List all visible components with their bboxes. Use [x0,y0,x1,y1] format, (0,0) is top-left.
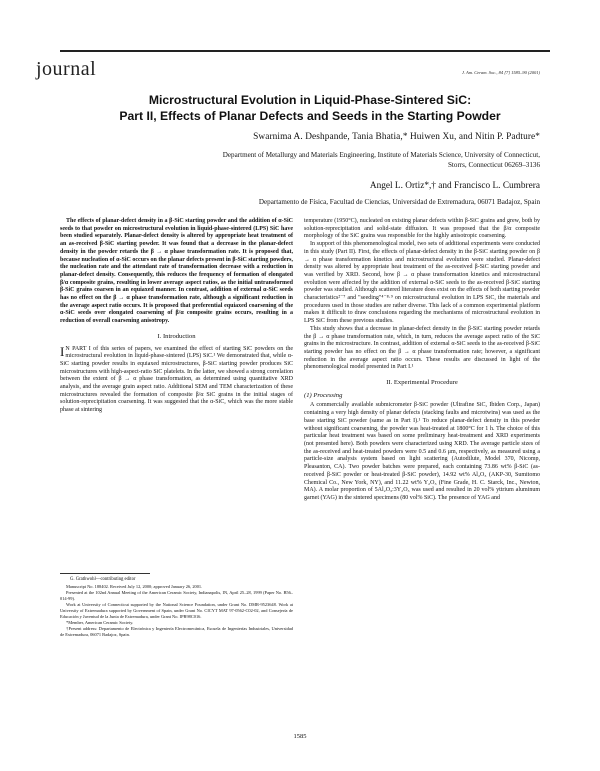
footnote-present-address: †Present address: Departamento de Electrónica y Ingeniería Electromecánica, Escuela de Ingenierías Industriales, Universidad de Extremadura, 06071 Badajoz, Spain. [60,625,293,637]
journal-citation: J. Am. Ceram. Soc., 84 [7] 1585–90 (2001) [461,70,540,75]
section-1-heading: I. Introduction [157,332,196,340]
journal-logo: journal [36,58,97,80]
authors-group-1: Swarnima A. Deshpande, Tania Bhatia,* Huiwen Xu, and Nitin P. Padture* [253,132,540,142]
right-paragraph-1: temperature (1950°C), nucleated on existing planar defects within β-SiC grains and grew, both by solution-reprecipitation and solid-state diffusion. It was proposed that the β/α composite morphology of the SiC grains was responsible for the highly anisotropic coarsening. [304,218,540,240]
affiliation-1-line-2: Storrs, Connecticut 06269–3136 [447,161,540,169]
journal-logo-bar [60,50,550,52]
page-number: 1585 [293,733,307,740]
intro-paragraph-text: N PART I of this series of papers, we examined the effect of starting SiC powders on the microstructural evolution in liquid-phase-sintered (LPS) SiC.¹ We demonstrated that, while α-SiC starting powder results in equiaxed microstructures, β-SiC starting powder produces SiC microstructures with high-aspect-ratio SiC platelets. In the latter, we showed a strong correlation between the extent of β → α phase transformation, as determined using quantitative XRD analysis, and the average grain aspect ratio. Additional SEM and TEM characterization of these microstructures revealed the formation of composite β/α SiC grains in the initial stages of solution-reprecipitation coarsening. It was suggested that the α-SiC, which was the more stable phase at sintering [60,345,293,414]
footnotes [60,584,293,638]
right-column [304,218,540,503]
right-paragraph-3: This study shows that a decrease in planar-defect density in the β-SiC starting powder retards the β → α phase transformation rate, which, in turn, reduces the average aspect ratio of the SiC grains in the microstructure. In contrast, addition of external α-SiC seeds to the as-received β-SiC starting powder has no effect on the β → α phase transformation rate; however, a significant reduction in the average aspect ratio occurs. These results are discussed in light of the phenomenological model presented in Part I.¹ [304,325,540,371]
section-2-heading: II. Experimental Procedure [386,379,458,387]
right-paragraph-4: A commercially available submicrometer β-SiC powder (Ultrafine SiC, Ibiden Corp., Japan) containing a very high density of planar defects (stacking faults and microtwins) was used as the base starting SiC powder (same as in Part I).¹ To reduce planar-defect density in this powder without significant coarsening, the powder was heat-treated at 1800°C for 1 h. The choice of this particular heat treatment was based on some preliminary heat-treatment and XRD experiments (not presented here). Both powders were characterized using XRD. The average particle sizes of the as-received and heat-treated powders were 0.5 and 0.6 μm, respectively, as measured using a particle-size analysis system based on light scattering (Autodilute, Model 370, Nicomp, Pleasanton, CA). Two powder batches were prepared, each containing 73.86 wt% β-SiC (as-received β-SiC powder or heat-treated β-SiC powder), 14.92 wt% Al₂O₃ (AKP-30, Sumitomo Chemical Co., New York, NY), and 11.22 wt% Y₂O₃ (Fine Grade, H. C. Starck, Inc., Newton, MA). A molar proportion of 5Al₂O₃:3Y₂O₃ was used and resulted in 20 vol% yttrium aluminum garnet (YAG) in the sintered specimens (80 vol% SiC). The presence of YAG and [304,402,540,501]
authors-group-2: Angel L. Ortiz*,† and Francisco L. Cumbrera [369,181,540,191]
footnote-member: *Member, American Ceramic Society. [66,619,134,625]
article-title-line-1: Microstructural Evolution in Liquid-Phase-Sintered SiC: [148,93,472,107]
abstract: The effects of planar-defect density in a β-SiC starting powder and the addition of α-SiC seeds to that powder on microstructural evolution in liquid-phase-sintered (LPS) SiC have been studied separately. Planar-defect density is altered by appropriate heat treatment of an as-received β-SiC starting powder. It was found that a decrease in the planar-defect density in the powder retards the β → α phase transformation rate. It is proposed that, because nucleation of α-SiC occurs on the planar defects present in β-SiC starting powders, the nucleation rate and the attendant rate of transformation decrease with a reduction in planar-defect density. Consequently, this reduces the frequency of formation of elongated β/α composite grains, resulting in lower average aspect ratios, as the initial untransformed β-SiC grains coarsen in an equiaxed manner. In contrast, addition of external α-SiC seeds has no effect on the β → α phase transformation rate, although a significant reduction in the average aspect ratio occurs. It is proposed that preferential equiaxed coarsening of the α-SiC seeds over elongated coarsening of β/α composite grains occurs, resulting in a reduction of overall coarsening anisotropy. [60,218,293,325]
subsection-processing-heading: (1) Processing [304,391,343,399]
intro-paragraph [60,343,293,415]
left-column [60,218,293,415]
affiliation-2: Departamento de Física, Facultad de Ciencias, Universidad de Extremadura, 06071 Badajoz, Spain [258,198,540,206]
footnote-funding: Work at University of Connecticut supported by the National Science Foundation, under Grant No. DMR-9523648. Work at University of Extremadura supported by Government of Spain, under Grant No. CICYT MAT 97-0562-C02-02, and Consejería de Educación y Juventud de la Junta de Extremadura, under Grant No. IPR98C016. [60,602,293,619]
right-paragraph-2: In support of this phenomenological model, two sets of additional experiments were conducted in this study (Part II). First, the effects of planar-defect density in the β-SiC starting powder on β → α phase transformation kinetics and microstructural evolution were studied. Planar-defect density was altered by appropriate heat treatment of the as-received β-SiC starting powder and was verified by XRD. Second, how β → α phase transformation kinetics and microstructural evolution were affected by the addition of external α-SiC seeds to the as-received β-SiC starting powder was studied. Although scattered literature does exist on the effects of both starting powder characteristics²⁻⁷ and "seeding"⁴⁻⁸·⁹ on microstructural evolution in LPS SiC, the materials and procedures used in those studies are rather diverse. This lack of a common experimental platform makes it difficult to draw conclusions regarding the mechanisms of microstructural evolution in LPS SiC from these previous studies. [304,241,540,325]
footnote-rule [60,573,150,574]
footnote-presented: Presented at the 102nd Annual Meeting of the American Ceramic Society, Indianapolis, IN, April 25–28, 1999 (Paper No. B56–014-99). [60,590,293,601]
footnote-manuscript: Manuscript No. 188402. Received July 12, 2000; approved January 26, 2001. [66,584,203,589]
affiliation-1 [60,150,540,170]
article-title-line-2: Part II, Effects of Planar Defects and Seeds in the Starting Powder [119,109,501,123]
affiliation-1-line-1: Department of Metallurgy and Materials Engineering, Institute of Materials Science, University of Connecticut, [222,151,540,159]
drop-cap: I [60,343,65,359]
contributing-editor-note: G. Grathwohl—contributing editor [70,577,136,582]
